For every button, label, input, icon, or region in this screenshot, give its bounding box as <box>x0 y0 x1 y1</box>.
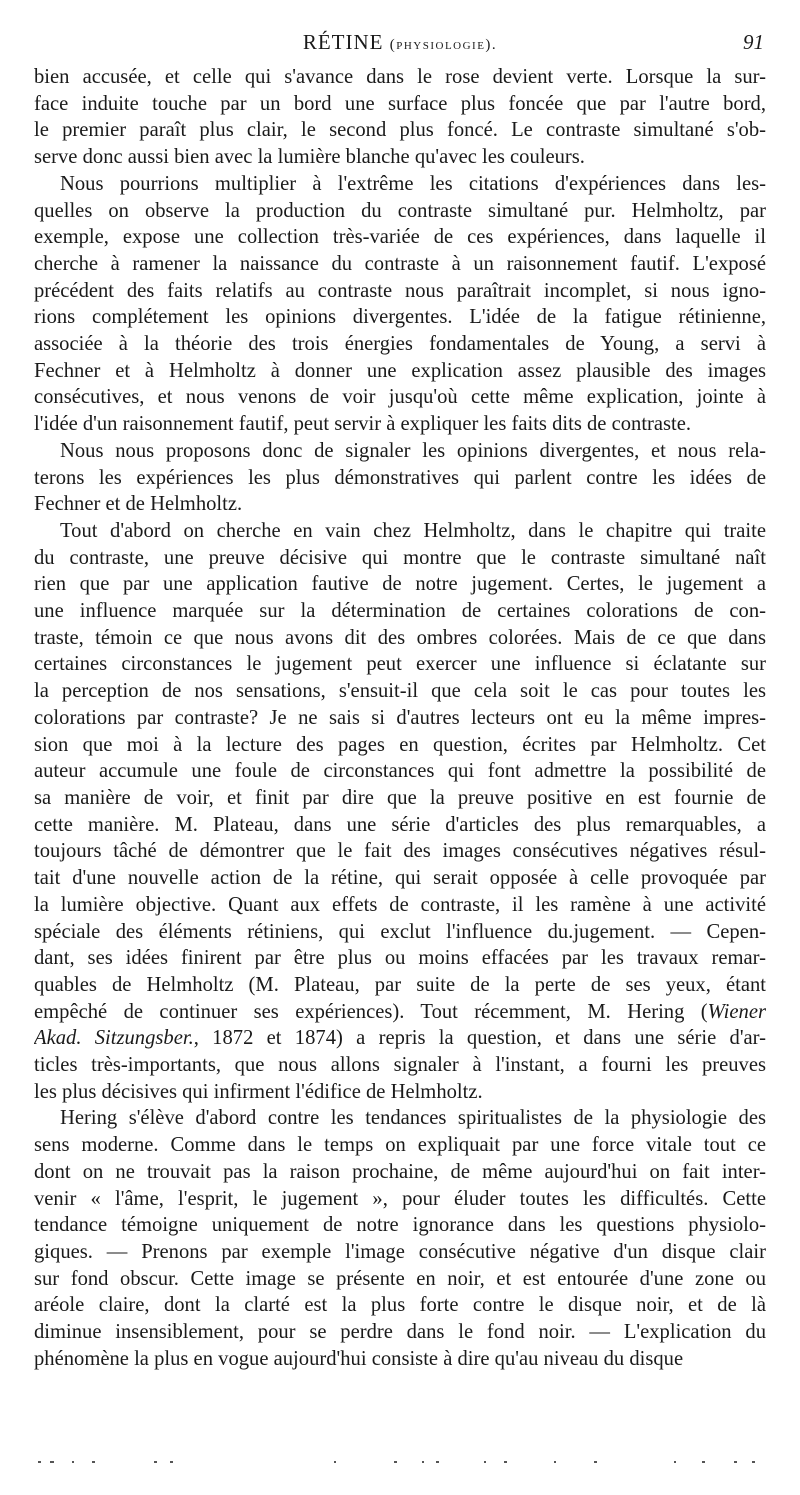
text-line: sens moderne. Comme dans le temps on expliquait par une force vitale tout ce <box>34 1134 766 1157</box>
text-line: diminue insensiblement, pour se perdre dans le fond noir. — L'explication du <box>34 1321 766 1344</box>
text-line: face induite touche par un bord une surface plus foncée que par l'autre bord, <box>34 92 766 115</box>
text-line: les plus décisives qui infirment l'édifice de Helmholtz. <box>34 1080 483 1103</box>
text-line: le premier paraît plus clair, le second plus foncé. Le contraste simultané s'ob- <box>34 119 766 142</box>
scan-noise-marks <box>34 1458 766 1466</box>
text-line: auteur accumule une foule de circonstances qui font admettre la possibilité de <box>34 760 766 783</box>
text-line: dont on ne trouvait pas la raison prochaine, de même aujourd'hui on fait inter- <box>34 1160 766 1183</box>
text-line: colorations par contraste? Je ne sais si d'autres lecteurs ont eu la même impres- <box>34 706 766 729</box>
paragraph-p5 <box>34 1105 766 1372</box>
paragraph-p2 <box>34 171 766 438</box>
text-line: la lumière objective. Quant aux effets de contraste, il les ramène à une activité <box>34 893 766 916</box>
text-line: toujours tâché de démontrer que le fait des images consécutives négatives résul- <box>34 840 766 863</box>
header-subtitle: (physiologie). <box>389 37 498 53</box>
text-line: Nous nous proposons donc de signaler les opinions divergentes, et nous rela- <box>60 439 766 462</box>
text-line: précédent des faits relatifs au contraste nous paraîtrait incomplet, si nous igno- <box>34 279 766 302</box>
text-line: cette manière. M. Plateau, dans une série d'articles des plus remarquables, a <box>34 813 766 836</box>
text-line: consécutives, et nous venons de voir jusqu'où cette même explication, jointe à <box>34 386 766 409</box>
text-line: tait d'une nouvelle action de la rétine, qui serait opposée à celle provoquée par <box>34 867 766 890</box>
text-line: sa manière de voir, et finit par dire que la preuve positive en est fournie de <box>34 786 766 809</box>
text-line: associée à la théorie des trois énergies fondamentales de Young, a servi à <box>34 333 766 356</box>
text-line: ticles très-importants, que nous allons signaler à l'instant, a fourni les preuves <box>34 1054 766 1077</box>
page-number: 91 <box>743 30 764 54</box>
text-line: Tout d'abord on cherche en vain chez Helmholtz, dans le chapitre qui traite <box>60 519 766 542</box>
text-line: Fechner et de Helmholtz. <box>34 493 243 516</box>
text-line: la perception de nos sensations, s'ensuit-il que cela soit le cas pour toutes les <box>34 680 766 703</box>
text-line: giques. — Prenons par exemple l'image consécutive négative d'un disque clair <box>34 1240 766 1263</box>
text-line: sion que moi à la lecture des pages en question, écrites par Helmholtz. Cet <box>34 733 766 756</box>
text-line: dant, ses idées finirent par être plus ou moins effacées par les travaux remar- <box>34 947 766 970</box>
running-title <box>34 30 766 55</box>
text-line: empêché de continuer ses expériences). Tout récemment, M. Hering (Wiener <box>34 1000 766 1023</box>
page-body <box>34 64 766 1372</box>
text-line: certaines circonstances le jugement peut exercer une influence si éclatante sur <box>34 653 766 676</box>
text-line: rien que par une application fautive de notre jugement. Certes, le jugement a <box>34 573 766 596</box>
text-line: bien accusée, et celle qui s'avance dans le rose devient verte. Lorsque la sur- <box>34 66 766 88</box>
paragraph-p1 <box>34 64 766 171</box>
text-line: aréole claire, dont la clarté est la plus forte contre le disque noir, et de là <box>34 1294 766 1317</box>
text-line: terons les expériences les plus démonstratives qui parlent contre les idées de <box>34 466 766 489</box>
paragraph-p4 <box>34 518 766 1105</box>
text-line: Hering s'élève d'abord contre les tendances spiritualistes de la physiologie des <box>60 1107 766 1130</box>
text-line: spéciale des éléments rétiniens, qui exclut l'influence du.jugement. — Cepen- <box>34 920 766 943</box>
paragraph-p3 <box>34 438 766 518</box>
text-line: quables de Helmholtz (M. Plateau, par suite de la perte de ses yeux, étant <box>34 973 766 996</box>
text-line: traste, témoin ce que nous avons dit des ombres colorées. Mais de ce que dans <box>34 626 766 649</box>
text-line: Fechner et à Helmholtz à donner une explication assez plausible des images <box>34 359 766 382</box>
text-line: rions complétement les opinions divergentes. L'idée de la fatigue rétinienne, <box>34 306 766 329</box>
text-line: cherche à ramener la naissance du contraste à un raisonnement fautif. L'exposé <box>34 252 766 275</box>
text-line: du contraste, une preuve décisive qui montre que le contraste simultané naît <box>34 546 766 569</box>
text-line: Nous pourrions multiplier à l'extrême les citations d'expériences dans les- <box>60 172 766 195</box>
text-line: exemple, expose une collection très-variée de ces expériences, dans laquelle il <box>34 226 766 249</box>
text-line: tendance témoigne uniquement de notre ignorance dans les questions physiolo- <box>34 1214 766 1237</box>
text-line: phénomène la plus en vogue aujourd'hui consiste à dire qu'au niveau du disque <box>34 1347 684 1370</box>
text-line: quelles on observe la production du contraste simultané pur. Helmholtz, par <box>34 199 766 222</box>
text-line: une influence marquée sur la détermination de certaines colorations de con- <box>34 600 766 623</box>
header-title: RÉTINE <box>302 30 384 54</box>
running-header <box>34 30 766 60</box>
text-line: Akad. Sitzungsber., 1872 et 1874) a repris la question, et dans une série d'ar- <box>34 1027 766 1050</box>
text-line: serve donc aussi bien avec la lumière blanche qu'avec les couleurs. <box>34 146 585 169</box>
text-line: sur fond obscur. Cette image se présente en noir, et est entourée d'une zone ou <box>34 1267 766 1290</box>
text-line: l'idée d'un raisonnement fautif, peut servir à expliquer les faits dits de contraste. <box>34 413 692 436</box>
text-line: venir « l'âme, l'esprit, le jugement », pour éluder toutes les difficultés. Cette <box>34 1187 766 1210</box>
